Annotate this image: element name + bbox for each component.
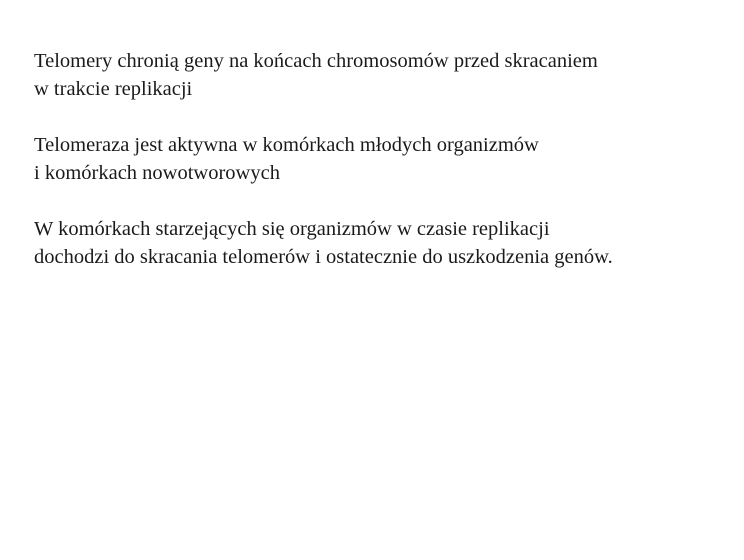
paragraph-line: dochodzi do skracania telomerów i ostatecznie do uszkodzenia genów. — [34, 246, 613, 268]
paragraph-line: w trakcie replikacji — [34, 78, 193, 100]
paragraph-telomeres — [34, 47, 734, 103]
paragraph-line: W komórkach starzejących się organizmów w czasie replikacji — [34, 218, 550, 240]
paragraph-line: Telomeraza jest aktywna w komórkach młodych organizmów — [34, 134, 539, 156]
paragraph-aging-cells — [34, 215, 734, 271]
paragraph-line: Telomery chronią geny na końcach chromosomów przed skracaniem — [34, 50, 598, 72]
paragraph-line: i komórkach nowotworowych — [34, 162, 280, 184]
document-text — [34, 47, 734, 299]
paragraph-telomerase — [34, 131, 734, 187]
